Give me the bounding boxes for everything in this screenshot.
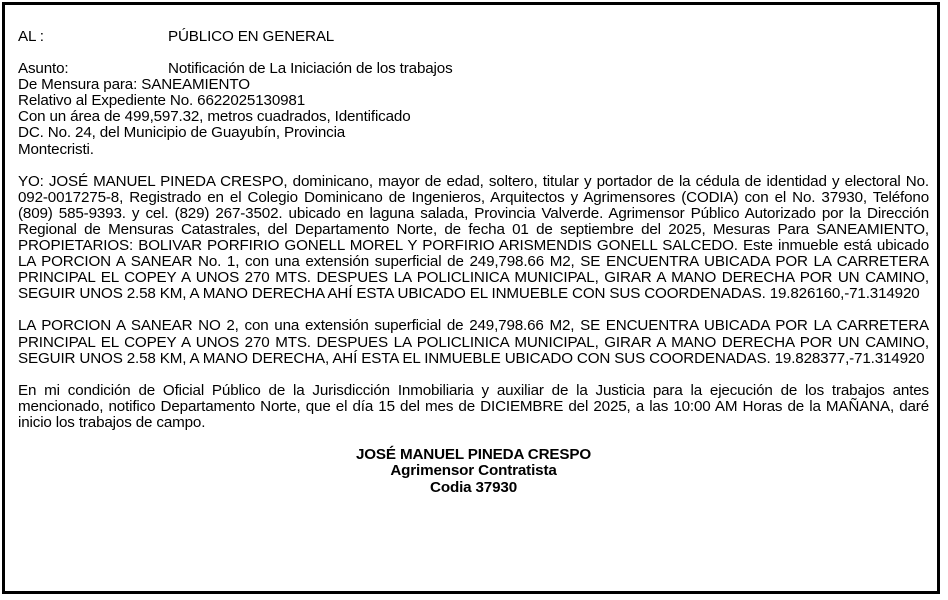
signatory-name: JOSÉ MANUEL PINEDA CRESPO [355, 445, 592, 463]
notice-frame [2, 2, 940, 594]
subject-row [18, 61, 929, 77]
spacer [18, 367, 929, 383]
province-line: Montecristi. [18, 140, 94, 158]
survey-type-line: De Mensura para: SANEAMIENTO [18, 76, 250, 94]
spacer [18, 302, 929, 318]
notification-paragraph: En mi condición de Oficial Público de la Jurisdicción Inmobiliaria y auxiliar de la Justicia para la ejecución de los trabajos antes mencionado, notifico Departamento Norte, que el día 15 del mes de DICIEMBRE del 2025, a las 10:00 AM Horas de la MAÑANA, daré inicio los trabajos de campo. [18, 381, 929, 431]
spacer [18, 158, 929, 174]
addressee-row [18, 29, 929, 45]
subject-value: Notificación de La Iniciación de los trabajos [168, 60, 453, 78]
signature-block [18, 447, 929, 497]
parcel-2-paragraph: LA PORCION A SANEAR NO 2, con una extensión superficial de 249,798.66 M2, SE ENCUENTRA UBICADA POR LA CARRETERA PRINCIPAL EL COPEY A UNOS 270 MTS. DESPUES LA POLICLINICA MUNICIPAL, GIRAR A MANO DERECHA POR UN CAMINO, SEGUIR UNOS 2.58 KM, A MANO DERECHA, AHÍ ESTA EL INMUEBLE UBICADO CON SUS COORDENADAS. 19.828377,-71.314920 [18, 317, 929, 367]
addressee-label: AL : [18, 28, 44, 45]
spacer [18, 45, 929, 61]
file-number-line: Relativo al Expediente No. 6622025130981 [18, 92, 306, 110]
subject-label: Asunto: [18, 60, 69, 78]
signatory-codia: Codia 37930 [430, 478, 517, 496]
signatory-title: Agrimensor Contratista [390, 462, 557, 480]
addressee-value: PÚBLICO EN GENERAL [168, 28, 335, 45]
district-line: DC. No. 24, del Municipio de Guayubín, Provincia [18, 124, 346, 142]
notice-content [18, 29, 929, 496]
declaration-paragraph: YO: JOSÉ MANUEL PINEDA CRESPO, dominicano, mayor de edad, soltero, titular y portador de la cédula de identidad y electoral No. 092-0017275-8, Registrado en el Colegio Dominicano de Ingenieros, Arquitectos y Agrimensores (CODIA) con el No. 37930, Teléfono (809) 585-9393. y cel. (829) 267-3502. ubicado en laguna salada, Provincia Valverde. Agrimensor Público Autorizado por la Dirección Regional de Mensuras Catastrales, del Departamento Norte, de fecha 01 de septiembre del 2025, Mesuras Para SANEAMIENTO, PROPIETARIOS: BOLIVAR PORFIRIO GONELL MOREL Y PORFIRIO ARISMENDIS GONELL SALCEDO. Este inmueble está ubicado LA PORCION A SANEAR No. 1, con una extensión superficial de 249,798.66 M2, SE ENCUENTRA UBICADA POR LA CARRETERA PRINCIPAL EL COPEY A UNOS 270 MTS. DESPUES LA POLICLINICA MUNICIPAL, GIRAR A MANO DERECHA POR UN CAMINO, SEGUIR UNOS 2.58 KM, A MANO DERECHA AHÍ ESTA UBICADO EL INMUEBLE CON SUS COORDENADAS. 19.826160,-71.314920 [18, 172, 929, 303]
area-line: Con un área de 499,597.32, metros cuadrados, Identificado [18, 108, 411, 126]
